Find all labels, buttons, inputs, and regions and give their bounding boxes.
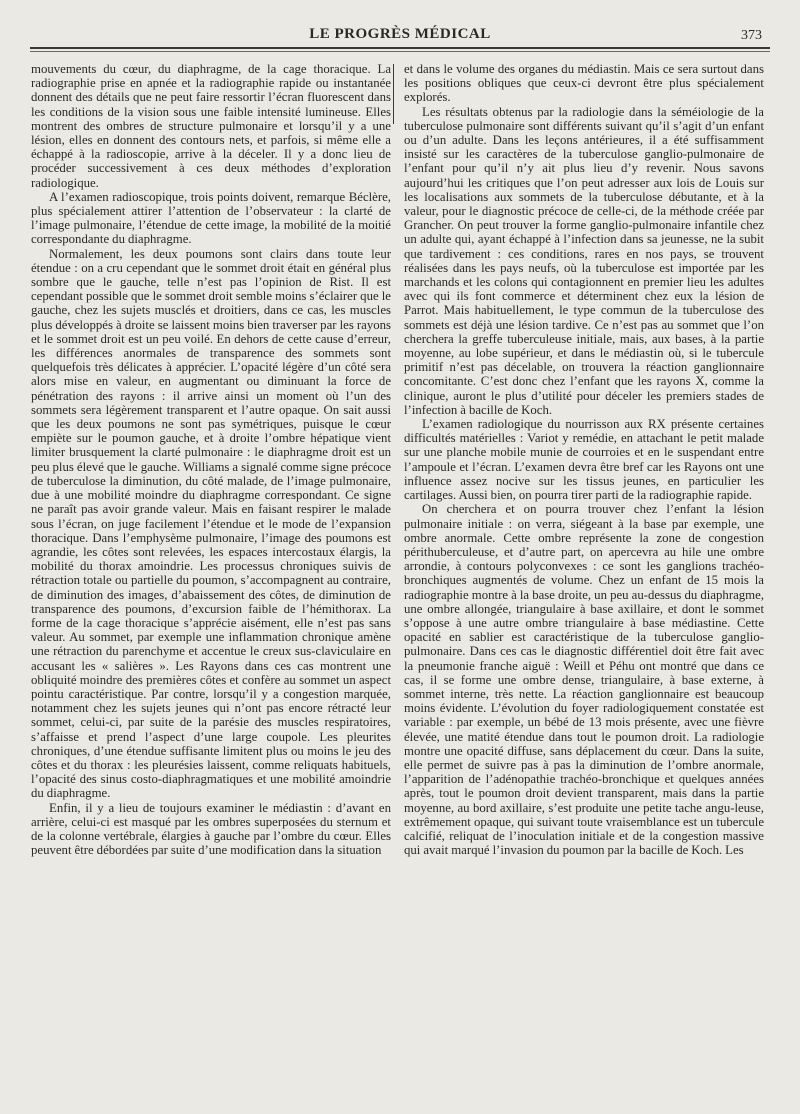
left-column xyxy=(31,62,391,857)
paragraph: A l’examen radioscopique, trois points doivent, remarque Béclère, plus spécialement attirer l’attention de l’observateur : la clarté de l’image pulmonaire, l’étendue de cette image, la mobilité de la moitié correspondante du diaphragme. xyxy=(31,189,391,247)
paragraph: Enfin, il y a lieu de toujours examiner le médiastin : d’avant en arrière, celui-ci est masqué par les ombres superposées du sternum et de la colonne vertébrale, élargies à gauche par l’ombre du cœur. Elles peuvent être débordées par suite d’une modification dans la situation xyxy=(31,800,391,858)
paragraph: On cherchera et on pourra trouver chez l’enfant la lésion pulmonaire initiale : on verra, siégeant à la base par exemple, une ombre anormale. Cette ombre représente la zone de congestion périthuberculeuse, et d’autre part, on apercevra au hile une ombre arrondie, à contours polyconvexes : ce sont les ganglions trachéo-bronchiques augmentés de volume. Chez un enfant de 15 mois la radiographie montre à la base droite, un peu au-dessus du diaphragme, une ombre allongée, triangulaire à base axillaire, et dont le sommet s’oppose à une autre ombre triangulaire à base médiastine. Cette opacité en sablier est caractéristique de la tuberculose ganglio-pulmonaire. Dans ces cas le diagnostic différentiel doit être fait avec la pneumonie franche aiguë : Weill et Péhu ont montré que dans ce cas, il se forme une ombre dense, triangulaire, à base externe, à sommet interne, très nette. La réaction ganglionnaire est beaucoup moins évidente. L’évolution du foyer radiologiquement constatée est variable : par exemple, un bébé de 13 mois présente, avec une fièvre élevée, une matité étendue dans tout le poumon droit. La radiologie montre une opacité diffuse, sans déplacement du cœur. Dans la suite, elle permet de suivre pas à pas la diminution de l’ombre anormale, l’apparition de l’adénopathie trachéo-bronchique et quelques années après, tout le poumon droit devient transparent, mais dans la partie moyenne, au bord axillaire, s’est produite une petite tache angu-leuse, extrêmement opaque, qui suivant toute vraisemblance est un tubercule calcifié, reliquat de l’inoculation initiale et de la congestion massive qui avait marqué l’invasion du poumon par la bacille de Koch. Les xyxy=(404,502,764,858)
journal-title: LE PROGRÈS MÉDICAL xyxy=(309,26,491,42)
paragraph: L’examen radiologique du nourrisson aux RX présente certaines difficultés matérielles : Variot y remédie, en attachant le petit malade sur une planche mobile munie de courroies et en le suspendant entre l’ampoule et l’écran. L’examen devra être bref car les Rayons ont une influence assez nocive sur les tissus jeunes, en particulier les cartilages. Aussi bien, on pourra tirer parti de la radiographie rapide. xyxy=(404,417,764,503)
paragraph: et dans le volume des organes du médiastin. Mais ce sera surtout dans les positions obliques que ceux-ci devront être plus spécialement explorés. xyxy=(404,62,764,105)
page-header xyxy=(30,26,770,48)
right-column xyxy=(404,62,764,857)
paragraph: Normalement, les deux poumons sont clairs dans toute leur étendue : on a cru cependant que le sommet droit était en général plus sombre que le gauche, telle n’est pas l’opinion de Rist. Il est cependant possible que le sommet droit semble moins s’éclairer que le gauche, chez les sujets musclés et droitiers, dans ce cas, les muscles plus développés à droite se laissent moins bien traverser par les rayons et le sommet droit est un peu voilé. En dehors de cette cause d’erreur, les différences anormales de transparence des sommets sont quelquefois très délicates à apprécier. L’opacité légère d’un côté sera alors mise en valeur, en augmentant ou diminuant la force de pénétration des rayons : il arrive ainsi un moment où l’un des sommets sera légèrement transparent et l’autre opaque. On sait aussi que les deux poumons ne sont pas symétriques, puisque le cœur empiète sur le poumon gauche, et à droite l’ombre hépatique vient limiter brusquement la clarté pulmonaire : le diaphragme droit est un peu plus élevé que le gauche. Williams a signalé comme signe précoce de tuberculose la diminution, du côté malade, de l’image pulmonaire, due à une mobilité moindre du diaphragme correspondant. Ce signe ne paraît pas avoir grande valeur. Mais en faisant respirer le malade sous l’écran, on juge facilement l’étendue et le mode de l’expansion thoracique. Dans l’emphysème pulmonaire, l’image des poumons est agrandie, les côtes sont relevées, les espaces intercostaux élargis, la mobilité du thorax amoindrie. Les processus chroniques suivis de rétraction totale ou partielle du poumon, s’accompagnent au contraire, de diminution des images, d’abaissement des côtes, de diminution de transparence des poumons, d’excursion faible de l’hémithorax. La forme de la cage thoracique s’apprécie aisément, elle n’est pas sans valeur. Au sommet, par exemple une inflammation chronique amène une rétraction du parenchyme et accentue le creux sus-claviculaire en accusant les « salières ». Les Rayons dans ces cas montrent une obliquité moindre des premières côtes et confère au sommet un aspect pointu caractéristique. Par contre, lorsqu’il y a congestion marquée, notamment chez les sujets jeunes qui n’ont pas encore rétracté leur sommet, celui-ci, par suite de la parésie des muscles respiratoires, s’affaisse et prend l’aspect d’une large coupole. Les pleurites chroniques, d’une étendue suffisante limitent plus ou moins le jeu des côtes et du thorax : les pleurésies laissent, comme reliquats habituels, l’opacité des sinus costo-diaphragmatiques et une mobilité amoindrie du diaphragme. xyxy=(31,246,391,801)
page-number: 373 xyxy=(741,28,762,43)
paragraph: Les résultats obtenus par la radiologie dans la séméiologie de la tuberculose pulmonaire sont différents suivant qu’il s’agit d’un enfant ou d’un adulte. Dans les leçons antérieures, il a été suffisamment insisté sur les caractères de la tuberculose ganglio-pulmonaire de l’enfant pour qu’il n’y ait plus lieu d’y revenir. Nous savons aujourd’hui les critiques que l’on peut adresser aux lois de Louis sur les localisations aux sommets de la tuberculose débutante, et à la valeur, pour le diagnostic précoce de celle-ci, de la méthode créée par Grancher. On peut trouver la forme ganglio-pulmonaire infantile chez un adulte qui, ayant échappé à l’infection dans sa jeunesse, ne la subit que tardivement : ces conditions, rares en nos pays, se trouvent réalisées dans les pays neufs, où la tuberculose est importée par les marchands et les colons qui contagionnent en premier lieu les adultes avec qui ils font commerce et déterminent chez eux la lésion de Parrot. Mais habituellement, le type commun de la tuberculose des sommets est déjà une lésion tardive. Ce n’est pas au sommet que l’on cherchera la greffe tuberculeuse initiale, mais, aux bases, à la partie moyenne, au lobe supérieur, et dans le médiastin où, si le tubercule primitif n’est pas décelable, on trouvera la réaction ganglionnaire concomitante. C’est donc chez l’enfant que les rayons X, comme la clinique, auront le plus d’utilité pour déceler les premiers stades de l’infection à bacille de Koch. xyxy=(404,104,764,417)
header-rule-thick xyxy=(30,47,770,49)
header-rule-thin xyxy=(30,51,770,52)
paragraph: mouvements du cœur, du diaphragme, de la cage thoracique. La radiographie prise en apnée et la radiographie rapide ou instantanée donnent des détails que ne peut faire ressortir l’écran fluorescent dans les conditions de la vision sous une faible intensité lumineuse. Elles montrent des ombres de structure pulmonaire et lorsqu’il y a une lésion, elles en donnent des contours nets, et parfois, si même elle a échappé à la radioscopie, arrive à la déceler. Il y a donc lieu de procéder successivement à ces deux méthodes d’exploration radiologique. xyxy=(31,62,391,190)
column-divider xyxy=(393,64,394,124)
